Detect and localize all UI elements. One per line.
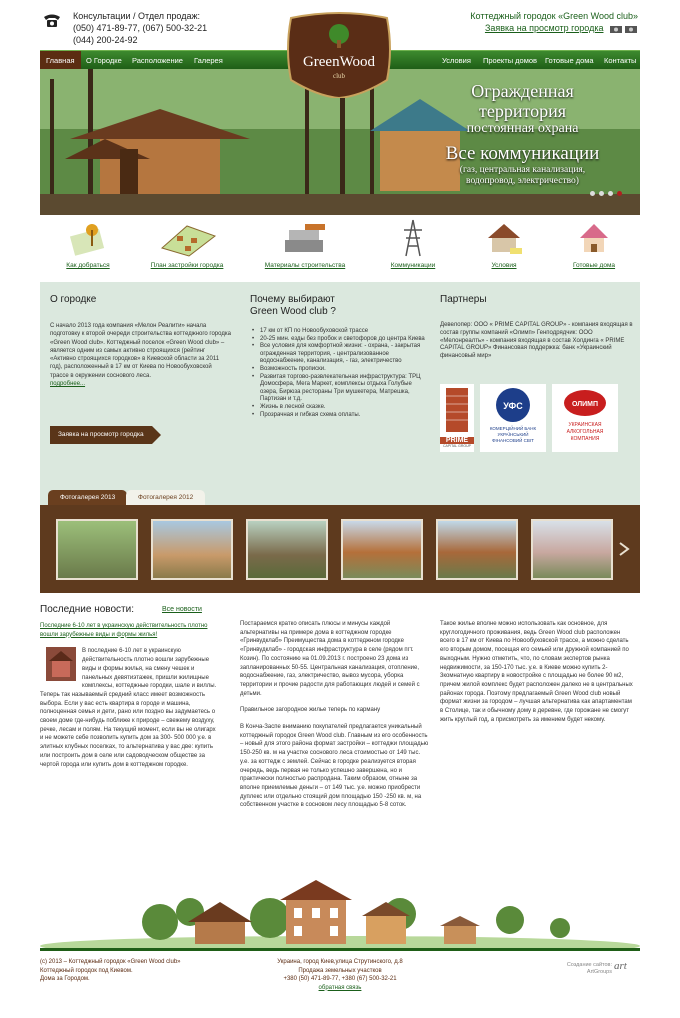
footer-address: Украина, город Киев,улица Струтинского, д.8 [277, 959, 403, 965]
icon-link-directions[interactable] [62, 218, 114, 269]
news-headline[interactable]: Последние 6-10 лет в украинскую действительность плотно вошли зарубежные виды и формы жилья! [40, 623, 208, 638]
about-text [50, 322, 232, 388]
banner-line-6: водопровод, электричество) [466, 176, 579, 186]
why-item: • Жизнь в лесной сказке. [250, 404, 430, 412]
footer-copy-2: Коттеджный городок под Киевом. [40, 967, 133, 974]
why-title-line-2: Green Wood club ? [250, 306, 336, 317]
banner-text [410, 81, 635, 187]
slider-dots [586, 183, 622, 201]
why-title-line-1: Почему выбирают [250, 294, 335, 305]
contacts-label: Консультации / Отдел продаж: [73, 11, 200, 21]
why-item: • Возможность прописки. [250, 366, 430, 374]
greenwood-logo[interactable] [281, 10, 397, 98]
tour-request-link[interactable]: Заявка на просмотр городка [484, 23, 604, 33]
creator-name: ArtGroups [586, 969, 612, 975]
artgroups-logo[interactable]: art [614, 960, 627, 972]
news-col-3: Такое жилье вполне можно использовать как основное, для круглогодичного проживания, ведь Green Wood club расположен всего в 17 км от Киева по Новообуховской трассе, а можно сделать его вторым домом, посещая его семьей или дружной компанией по выходным. Нужно отметить, что, по словам экспертов рынка недвижимости, за 150-170 тыс. у.е. в Киеве можно купить 2-3комнатную квартиру в новостройке с площадью не более 90 м2, причем жилой комплекс будет расположен далеко не в центральных районах города. Поэтому предлагаемый Green Wood club новый формат жизни за городом – лучшая альтернатива как апартаментам в Столице, так и обычному дому в деревне, где горожане не смогут жить круглый год, а присмотреть за имением будет некому. [440, 621, 633, 723]
ufs-logo-text: УФС [503, 401, 523, 411]
nav-location[interactable]: Расположение [132, 56, 183, 65]
slider-dot[interactable] [599, 191, 604, 196]
nav-contacts[interactable]: Контакты [604, 56, 637, 65]
why-item: • Прозрачная и гибкая схема оплаты. [250, 412, 430, 420]
news-col-1 [40, 622, 220, 769]
info-section [40, 282, 640, 490]
map-pin-icon [68, 218, 108, 258]
gallery-thumb[interactable] [531, 519, 613, 580]
header-site-title: Коттеджный городок «Green Wood club» [470, 11, 638, 21]
slider-dot[interactable] [590, 191, 595, 196]
tab-gallery-2013[interactable]: Фотогалерея 2013 [48, 490, 127, 505]
prime-building-icon [440, 384, 474, 432]
nav-about[interactable]: О Городке [86, 56, 122, 65]
slider-dot-active[interactable] [617, 191, 622, 196]
banner-line-4: Все коммуникации [445, 143, 600, 164]
site-plan-icon [157, 218, 217, 258]
footer-divider [40, 948, 640, 951]
nav-house-projects[interactable]: Проекты домов [483, 56, 538, 65]
nav-gallery[interactable]: Галерея [194, 56, 223, 65]
footer-copy-3: Дома за Городом. [40, 976, 90, 982]
photo-gallery [40, 505, 640, 593]
gallery-thumb[interactable] [341, 519, 423, 580]
gallery-thumb[interactable] [56, 519, 138, 580]
logo-sub: club [332, 72, 346, 80]
olimp-shield-icon [563, 388, 607, 418]
gallery-thumb[interactable] [246, 519, 328, 580]
banner-line-1: Огражденная [471, 81, 574, 101]
feature-icons [40, 218, 640, 282]
icon-link-conditions[interactable] [480, 218, 528, 269]
news-section [40, 600, 640, 860]
olimp-logo-sub: УКРАИНСКАЯ АЛКОГОЛЬНАЯ КОМПАНИЯ [566, 422, 604, 442]
olimp-logo[interactable] [552, 384, 618, 452]
phone-icon [42, 12, 62, 28]
tour-request-button[interactable]: Заявка на просмотр городка [50, 426, 152, 444]
phone-mobile: (050) 471-89-77, (067) 500-32-21 [73, 23, 208, 33]
icon-label-materials[interactable]: Материалы строительства [264, 262, 346, 269]
why-item: • 20-25 мин. езды без пробок и светофоров до центра Киева [250, 336, 430, 344]
nav-home[interactable]: Главная [40, 51, 81, 70]
building-materials-icon [275, 218, 335, 258]
olimp-logo-text: ОЛИМП [571, 401, 599, 408]
header-right [470, 10, 638, 34]
news-body: В последние 6-10 лет в украинскую действительность плотно вошли зарубежные виды и формы жилья, на смену чешек и панельных девятиэтажек, пришли жилищные комплексы, коттеджные городки, шале и виллы. Теперь так называемый средний класс имеет возможность выбора. Если у вас есть квартира в городе и машина, полноценная семья и дети, рано или поздно вы задумаетесь о своем доме где-нибудь поближе к природе – свежему воздуху, речке, лесам и полям. На текущий момент, если вы не олигарх и не можете себе позволить купить дом за 300- 500 000 у.е. в элитных клубных поселках, то альтернатива у вас две: купить или построить дом в селе или садоводческом обществе за чертой города или купить дом в коттеджном городке. [40, 648, 217, 768]
all-news-link[interactable]: Все новости [162, 606, 202, 613]
news-col-2-p3: В Конча-Заспе вниманию покупателей предлагается уникальный коттеджный городок Green Wood club. Главным из его особенность – новый для этого района формат застройки – коттеджи площадью 150-250 кв. м на участке соснового леса стоимостью от 149 тыс. у.е. за коттедж с землей. Сейчас в городке реализуется вторая очередь, ведь первая не только успешно завершена, но и практически полностью распродана. Таким образом, отныне за вполне приемлемые деньги – от 149 тыс. у.е. можно приобрести дуплекс или отдельно стоящий дом площадью 150 -250 кв. м, на собственном участке в сосновом лесу площадью 5-8 соток. [240, 724, 429, 809]
footer-copy-1: (c) 2013 – Коттеджный городок «Green Wood club» [40, 959, 181, 965]
icon-label-conditions[interactable]: Условия [491, 262, 517, 269]
why-item: • Развитая торгово-развлекательная инфраструктура: ТРЦ Домосфера, Мега Маркет, комплексы отдыха Голубые озера, Бирюза рестораны Три мушкетера, Матрешка, Партизан и т.д. [250, 374, 430, 404]
gallery-thumb[interactable] [151, 519, 233, 580]
partners-title: Партнеры [440, 294, 487, 305]
footer-phones: +380 (50) 471-89-77, +380 (67) 500-32-21 [283, 976, 397, 982]
ufs-globe-icon [493, 386, 533, 424]
tab-gallery-2012[interactable]: Фотогалерея 2012 [126, 490, 205, 505]
ufs-logo-sub: КОМЕРЦІЙНИЙ БАНК УКРАЇНСЬКИЙ ФІНАНСОВИЙ СВІТ [489, 426, 537, 443]
footer-sales: Продажа земельных участков [298, 967, 382, 974]
camera-icon [610, 25, 638, 33]
why-list [250, 328, 430, 419]
prime-logo-text: PRIME [440, 437, 474, 444]
icon-label-ready-houses[interactable]: Готовые дома [572, 262, 616, 269]
feedback-link[interactable]: обратная связь [318, 984, 362, 991]
footer-village-illustration [40, 872, 640, 950]
banner-line-2: территория [478, 101, 567, 121]
power-tower-icon [398, 218, 428, 258]
footer-contacts [240, 958, 440, 992]
icon-link-ready-houses[interactable] [566, 218, 622, 269]
house-sale-icon [484, 218, 524, 258]
news-col-2 [240, 620, 430, 810]
icon-label-site-plan[interactable]: План застройки городка [150, 262, 224, 269]
ufs-logo[interactable] [480, 384, 546, 452]
prime-logo[interactable] [440, 384, 474, 452]
about-paragraph: С начало 2013 года компания «Мелон Реалити» начала подготовку к второй очереди строительства коттеджного городка «Green Wood club». Коттеджный поселок «Green Wood club» –является одним из самых активно строящихся (рейтинг «Активно строящихся городков» в Киевской области за 2011 год), расположенный в 17 км от Киева по Новообуховской трассе в окружении соснового леса. [50, 323, 231, 379]
icon-link-site-plan[interactable] [146, 218, 228, 269]
icon-link-utilities[interactable] [388, 218, 438, 269]
icon-label-utilities[interactable]: Коммуникации [390, 262, 436, 269]
nav-ready-houses[interactable]: Готовые дома [545, 56, 594, 65]
news-col-2-p1: Постараемся кратко описать плюсы и минусы каждой альтернативы на примере дома в коттеджном городке «Гринвудклаб» Преимущества дома в коттеджном городке «Гринвудклаб» - городская инфраструктура в селе (рядом пгт. Козин). По состоянию на 01.09.2013 г. построено 23 дома из запланированных 50-55. Центральная канализация, отопление, водоснабжение, газ, электричество, вывоз мусора, уборка территории и прочие радости для работающих людей и семей с детьми. [240, 621, 420, 697]
footer-creator [550, 962, 612, 976]
why-title [250, 294, 336, 318]
gallery-thumb[interactable] [436, 519, 518, 580]
banner-line-3: постоянная охрана [466, 121, 579, 136]
icon-link-materials[interactable] [262, 218, 348, 269]
partners-text: Девелопер: ООО « PRIME CAPITAL GROUP» - компания входящая в состав группы компаний «Олимп» Генподрядчик: ООО «Мелонреалть» - компания входящая в состав Холдинга « PRIME CAPITAL GROUP» Финансовая поддержка: банк «Украинский финансовый мир» [440, 322, 633, 360]
icon-label-directions[interactable]: Как добраться [66, 262, 110, 269]
phone-city: (044) 200-24-92 [73, 35, 138, 45]
banner-line-5: (газ, центральная канализация, [459, 165, 586, 175]
sales-contacts [73, 10, 207, 46]
creator-label: Создание сайтов: [566, 962, 612, 968]
news-thumb[interactable] [46, 647, 76, 681]
nav-conditions[interactable]: Условия [442, 56, 471, 65]
news-title: Последние новости: [40, 604, 134, 615]
prime-logo-sub: CAPITAL GROUP [442, 444, 471, 448]
about-title: О городке [50, 294, 97, 305]
logo-name: GreenWood [302, 54, 376, 70]
why-item: • Все условия для комфортной жизни: - охрана, - закрытая огражденная территория, - централизованное водоснабжение, канализация, - газ, электричество [250, 343, 430, 366]
gallery-next-arrow-icon[interactable] [618, 541, 630, 557]
about-more-link[interactable]: подробнее... [50, 381, 86, 388]
footer-copyright [40, 958, 240, 984]
ready-house-icon [574, 218, 614, 258]
news-col-2-p2: Правильное загородное жилье теперь по карману [240, 707, 381, 714]
slider-dot[interactable] [608, 191, 613, 196]
why-item: • 17 км от КП по Новообуховской трассе [250, 328, 430, 336]
gallery-tabs [40, 490, 640, 505]
